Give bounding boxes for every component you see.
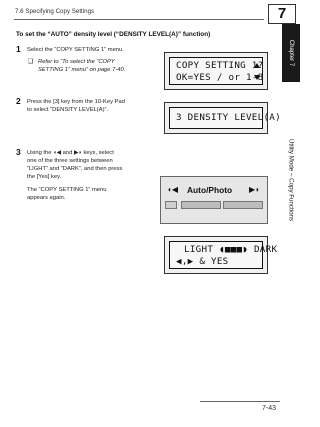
right-arrow-key-icon[interactable]: ▶◗	[249, 185, 260, 194]
lcd-density-level-screen	[169, 107, 281, 129]
step-3-number: 3	[16, 147, 21, 157]
lcd-copy-setting-line-2: OK=YES / or 1-8	[176, 72, 264, 83]
step-3-line-2: one of the three settings between	[27, 158, 113, 164]
lcd-copy-setting-line-1: COPY SETTING 1?	[176, 60, 264, 71]
chapter-tab-label: Chapter 7	[288, 39, 294, 67]
step-2-number: 2	[16, 96, 21, 106]
lcd-light-dark-line-1: LIGHT ◖■■■◗ DARK	[184, 244, 278, 255]
scroll-down-icon	[254, 75, 260, 80]
step-1-note-line-2: SETTING 1” menu” on page 7-40.	[38, 67, 126, 73]
lcd-light-dark-screen	[169, 241, 278, 269]
note-bullet-icon: ❑	[28, 59, 34, 65]
step-3-line-3: “LIGHT” and “DARK”, and then press	[27, 166, 123, 172]
lcd-light-dark-line-2: ◀,▶ & YES	[176, 256, 229, 267]
running-header: 7.6 Specifying Copy Settings	[15, 8, 95, 15]
left-arrow-key-icon[interactable]: ◖◀	[167, 185, 178, 194]
lcd-density-level	[164, 102, 281, 134]
step-3-extra-line-1: The “COPY SETTING 1” menu	[27, 187, 107, 193]
auto-photo-panel	[160, 176, 268, 224]
chapter-number-box: 7	[268, 4, 296, 24]
chapter-tab	[282, 24, 300, 82]
scroll-up-icon	[254, 63, 260, 68]
step-3-line-4: the [Yes] key.	[27, 174, 62, 180]
step-2-line-1: Press the [3] key from the 10-Key Pad	[27, 99, 125, 105]
step-2-line-2: to select “DENSITY LEVEL(A)”.	[27, 107, 109, 113]
panel-button-left[interactable]	[165, 201, 177, 209]
footer-rule	[200, 401, 280, 402]
step-3-line-1: Using the ◖◀ and ▶◗ keys, select	[27, 150, 114, 156]
lcd-copy-setting	[164, 52, 268, 90]
lcd-density-level-line-1: 3 DENSITY LEVEL(A)	[176, 112, 281, 123]
step-1-note-line-1: Refer to “To select the “COPY	[38, 59, 115, 65]
panel-button-center-left[interactable]	[181, 201, 221, 209]
step-1-text: Select the “COPY SETTING 1” menu.	[27, 47, 124, 53]
header-rule	[14, 19, 264, 20]
step-1-number: 1	[16, 44, 21, 54]
step-3-extra-line-2: appears again.	[27, 195, 66, 201]
side-section-label: Utility Mode – Copy Functions	[287, 138, 295, 222]
auto-photo-label: Auto/Photo	[187, 185, 233, 195]
section-title: To set the “AUTO” density level (“DENSITY LEVEL(A)” function)	[16, 31, 211, 38]
lcd-light-dark	[164, 236, 278, 274]
panel-button-center-right[interactable]	[223, 201, 263, 209]
lcd-copy-setting-screen	[169, 57, 263, 85]
page-number: 7-43	[262, 405, 277, 412]
